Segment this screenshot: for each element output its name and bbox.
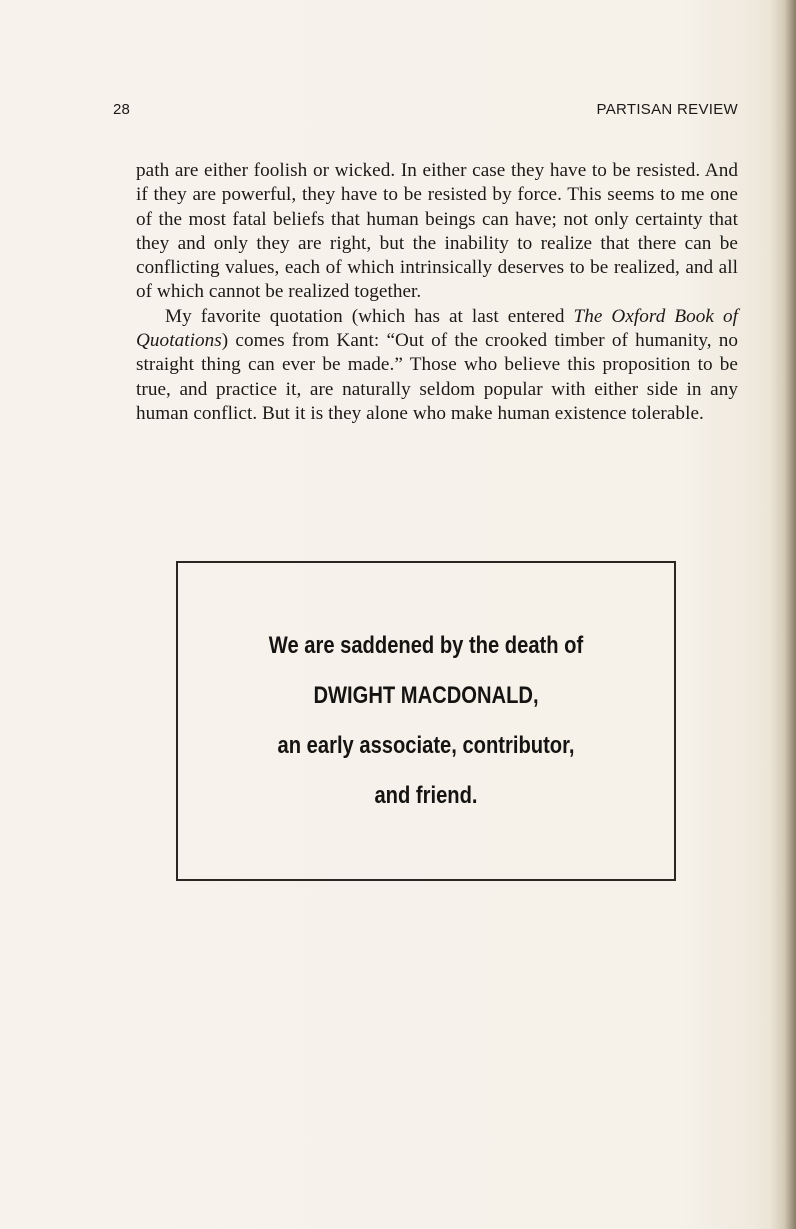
notice-line-2: DWIGHT MACDONALD, <box>313 682 539 709</box>
running-head: PARTISAN REVIEW <box>596 101 738 118</box>
page-number: 28 <box>113 101 131 118</box>
paragraph-1: path are either foolish or wicked. In either case they have to be resisted. And if they are powerful, they have to be resisted by force. This seems to me one of the most fatal beliefs that human beings can have; not only certainty that they and only they are right, but the inability to realize that there can be conflicting values, each of which intrinsically deserves to be realized, and all of which cannot be realized together. <box>136 160 738 303</box>
memorial-notice-box <box>176 561 676 881</box>
body-text <box>136 159 738 426</box>
notice-line-4: and friend. <box>374 782 478 809</box>
notice-line-1: We are saddened by the death of <box>268 632 584 659</box>
gutter-shadow <box>770 0 796 1229</box>
paragraph-2-text-before: My favorite quotation (which has at last entered <box>165 305 574 327</box>
paragraph-2-text-after: ) comes from Kant: “Out of the crooked timber of humanity, no straight thing can ever be made.” Those who believe this proposition to be true, and practice it, are naturally seldom popular with either side in any human conflict. But it is they alone who make human existence tolerable. <box>136 330 738 424</box>
book-title: The Oxford Book of Quotations <box>136 305 738 352</box>
paragraph-2 <box>136 305 738 426</box>
memorial-notice-text <box>218 621 635 821</box>
notice-line-3: an early associate, contributor, <box>277 732 575 759</box>
